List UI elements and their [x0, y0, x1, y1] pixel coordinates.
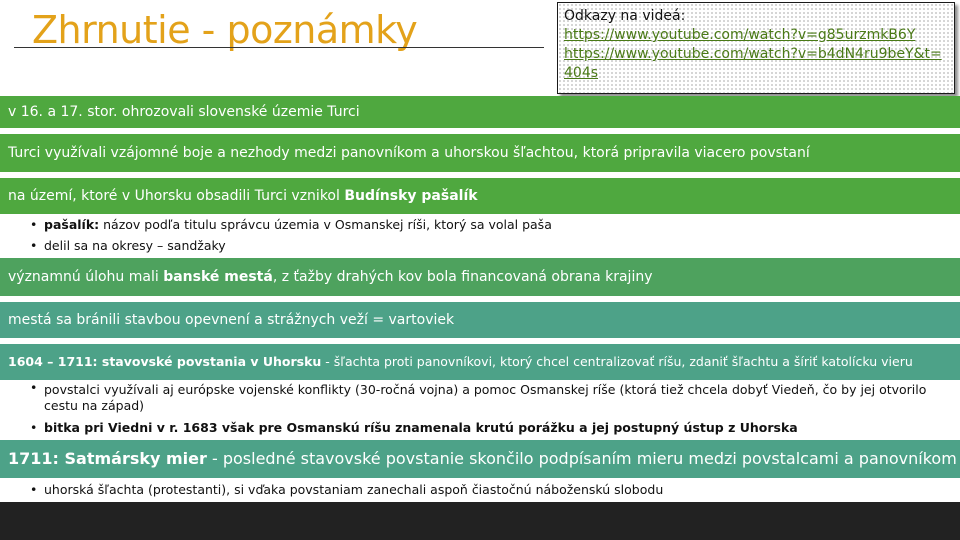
list-item: • bitka pri Viedni v r. 1683 však pre Osmanskú ríšu znamenala krutú porážku a jej postupný ústup z Uhorska	[30, 417, 960, 438]
point-text-bold: 1711: Satmársky mier	[8, 449, 207, 468]
list-item: • pašalík: názov podľa titulu správcu územia v Osmanskej ríši, ktorý sa volal paša	[30, 214, 960, 235]
point-text-bold: Budínsky pašalík	[344, 188, 478, 204]
point-text-bold: banské mestá	[163, 269, 273, 285]
point-text: Turci využívali vzájomné boje a nezhody medzi panovníkom a uhorskou šľachtou, ktorá pripravila viacero povstaní	[8, 145, 810, 161]
point-text: mestá sa bránili stavbou opevnení a strážnych veží = vartoviek	[8, 312, 455, 328]
point-bar-budin-pashalik	[0, 178, 960, 214]
point-bar-estate-uprisings	[0, 344, 960, 380]
list-item: • povstalci využívali aj európske vojenské konflikty (30-ročná vojna) a pomoc Osmanskej ríše (ktorá tiež chcela dobyť Viedeň, čo by jej otvorilo cestu na západ)	[30, 380, 960, 417]
video-link-2[interactable]: https://www.youtube.com/watch?v=b4dN4ru9beY&t=404s	[564, 46, 942, 81]
point-bar-fortifications	[0, 302, 960, 338]
video-links-heading: Odkazy na videá:	[564, 8, 686, 24]
list-item: • uhorská šľachta (protestanti), si vďaka povstaniam zanechali aspoň čiastočnú náboženskú slobodu	[30, 479, 960, 500]
point-bar-mining-towns	[0, 258, 960, 296]
point-text: na území, ktoré v Uhorsku obsadili Turci vznikol	[8, 188, 345, 204]
point-bar-turks-conflicts	[0, 134, 960, 172]
point-text: v 16. a 17. stor. ohrozovali slovenské územie Turci	[8, 104, 360, 120]
list-item: • delil sa na okresy – sandžaky	[30, 235, 960, 256]
point-text-bold: 1604 – 1711: stavovské povstania v Uhorsku	[8, 354, 322, 369]
point-text: - posledné stavovské povstanie skončilo podpísaním mieru medzi povstalcami a panovníkom	[206, 449, 957, 468]
title-underline	[14, 47, 544, 48]
slide-title: Zhrnutie - poznámky	[32, 8, 418, 52]
point-text: - šľachta proti panovníkovi, ktorý chcel centralizovať ríšu, zdaniť šľachtu a šíriť katolícku vieru	[321, 354, 913, 369]
sub-list-uprisings	[0, 380, 960, 438]
video-link-1[interactable]: https://www.youtube.com/watch?v=g85urzmkB6Y	[564, 27, 916, 43]
sub-list-pashalik	[0, 214, 960, 256]
bottom-band	[0, 502, 960, 540]
point-text: významnú úlohu mali	[8, 269, 164, 285]
point-bar-turks-threat	[0, 96, 960, 128]
point-bar-satmar-peace	[0, 440, 960, 478]
video-links-box	[557, 2, 955, 94]
sub-list-satmar	[0, 479, 960, 500]
point-text: , z ťažby drahých kov bola financovaná obrana krajiny	[272, 269, 653, 285]
